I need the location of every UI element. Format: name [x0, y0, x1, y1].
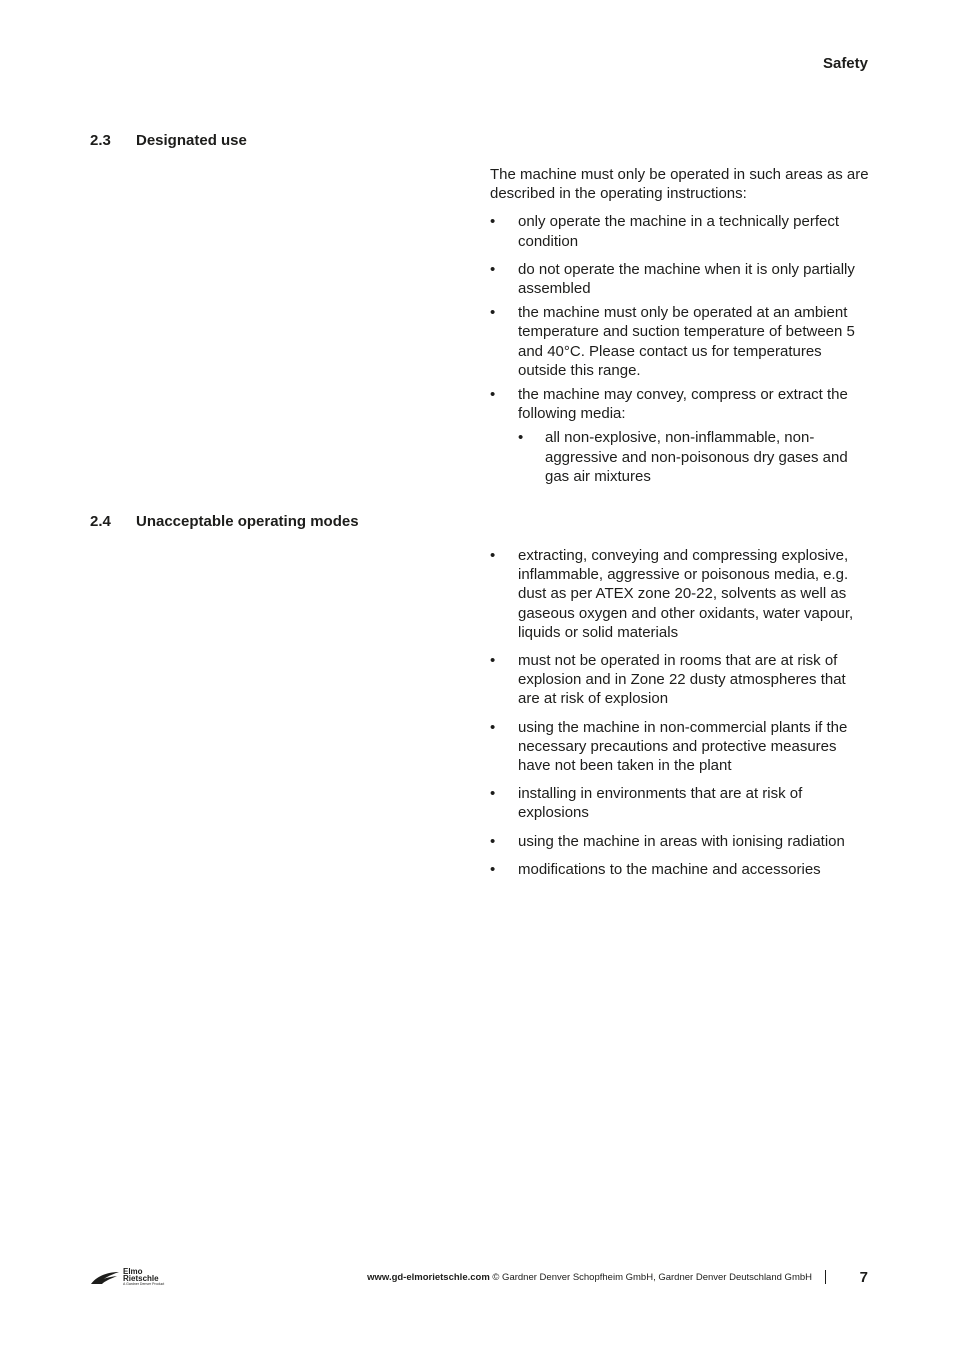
list-item-text: the machine must only be operated at an ambient temperature and suction temperature of between 5 and 40°C. Please contact us for temperatures outside this range.	[518, 304, 855, 379]
logo-wordmark	[123, 1268, 164, 1287]
list-item	[490, 718, 870, 776]
footer-divider	[825, 1270, 826, 1284]
footer-copyright	[367, 1272, 812, 1283]
logo-line-1: Elmo	[123, 1267, 143, 1276]
bullet-glyph: •	[490, 860, 496, 878]
list-item	[490, 303, 870, 380]
list-item	[490, 860, 870, 879]
designated-use-intro: The machine must only be operated in such areas as are described in the operating instructions:	[490, 166, 869, 203]
footer-copyright-text: © Gardner Denver Schopfheim GmbH, Gardner Denver Deutschland GmbH	[489, 1272, 812, 1283]
list-item	[490, 260, 870, 298]
media-sublist	[518, 428, 870, 486]
bullet-glyph: •	[518, 429, 524, 447]
list-item-text: installing in environments that are at risk of explosions	[518, 785, 803, 822]
list-item-text: extracting, conveying and compressing explosive, inflammable, aggressive or poisonous media, e.g. dust as per ATEX zone 20-22, solvents as well as gaseous oxygen and other oxidants, water vapour, liquids or solid materials	[518, 547, 854, 641]
bullet-glyph: •	[490, 547, 496, 564]
logo-line-2: Rietschle	[123, 1274, 159, 1283]
list-item	[490, 546, 870, 642]
list-item-text: must not be operated in rooms that are at risk of explosion and in Zone 22 dusty atmospheres that are at risk of explosion	[518, 652, 846, 708]
page-header-title: Safety	[822, 55, 868, 72]
list-item	[490, 385, 870, 486]
bullet-glyph: •	[490, 652, 496, 670]
bullet-glyph: •	[490, 213, 496, 231]
list-item	[490, 212, 870, 250]
bullet-glyph: •	[490, 718, 496, 736]
designated-use-body	[490, 165, 870, 495]
list-item-text: using the machine in non-commercial plants if the necessary precautions and protective measures have not been taken in the plant	[518, 718, 848, 775]
brand-logo	[90, 1268, 164, 1287]
footer-url-link[interactable]: www.gd-elmorietschle.com	[367, 1272, 490, 1283]
list-item-text: do not operate the machine when it is only partially assembled	[518, 260, 855, 298]
section-number: 2.3	[90, 132, 111, 149]
logo-line-3: A Gardner Denver Product	[123, 1282, 165, 1286]
list-item-text: using the machine in areas with ionising radiation	[518, 832, 845, 850]
bullet-glyph: •	[490, 832, 496, 850]
page-footer	[0, 1264, 954, 1294]
list-item	[490, 784, 870, 822]
section-title: Unacceptable operating modes	[136, 513, 359, 530]
bullet-glyph: •	[490, 386, 496, 404]
list-item-text: modifications to the machine and accessories	[518, 860, 821, 878]
section-heading-designated-use	[90, 132, 247, 149]
bullet-glyph: •	[490, 260, 496, 278]
page-number: 7	[859, 1269, 868, 1286]
designated-use-list	[490, 212, 870, 486]
bullet-glyph: •	[490, 304, 496, 322]
list-item-text: the machine may convey, compress or extract the following media:	[518, 386, 848, 423]
swoosh-logo-icon	[90, 1271, 120, 1285]
list-item	[490, 832, 870, 851]
section-heading-unacceptable-modes	[90, 513, 359, 530]
unacceptable-modes-body	[490, 546, 870, 888]
sublist-item-text: all non-explosive, non-inflammable, non-aggressive and non-poisonous dry gases and gas air mixtures	[545, 429, 848, 485]
list-item	[490, 651, 870, 709]
list-item-text: only operate the machine in a technically perfect condition	[518, 213, 840, 250]
bullet-glyph: •	[490, 785, 496, 803]
section-title: Designated use	[136, 132, 247, 149]
unacceptable-modes-list	[490, 546, 870, 879]
sublist-item	[518, 428, 870, 486]
section-number: 2.4	[90, 513, 111, 530]
